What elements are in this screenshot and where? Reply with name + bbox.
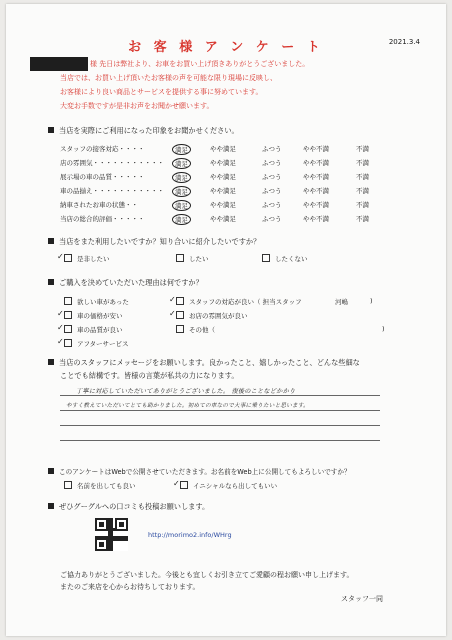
q3-option-low-price[interactable]: ✓車の価格が安い [64, 311, 123, 320]
rating-somewhat-dissatisfied[interactable]: やや不満 [303, 215, 329, 223]
signature: スタッフ一同 [341, 595, 383, 603]
rating-neutral[interactable]: ふつう [262, 187, 282, 195]
rating-neutral[interactable]: ふつう [262, 173, 282, 181]
q1-item-6: 当店の総合的評価・・・・・ [60, 215, 145, 223]
q3-option-after-service[interactable]: ✓アフターサービス [64, 339, 129, 348]
rating-dissatisfied[interactable]: 不満 [356, 159, 369, 167]
rating-dissatisfied[interactable]: 不満 [356, 173, 369, 181]
writing-line [60, 425, 380, 426]
closing-line-2: またのご来店を心からお待ちしております。 [60, 583, 200, 591]
rating-satisfied-selected[interactable]: 満足 [172, 144, 191, 155]
checkbox-checked-icon[interactable] [176, 297, 184, 305]
rating-somewhat-satisfied[interactable]: やや満足 [210, 159, 236, 167]
intro-line-1: 様 先日は弊社より、お車をお買い上げ頂きありがとうございました。 [90, 60, 310, 68]
q2-option-yes[interactable]: したい [176, 254, 209, 263]
checkbox-checked-icon[interactable] [64, 311, 72, 319]
writing-line [60, 395, 380, 396]
rating-somewhat-satisfied[interactable]: やや満足 [210, 145, 236, 153]
rating-somewhat-dissatisfied[interactable]: やや不満 [303, 201, 329, 209]
writing-line [60, 440, 380, 441]
rating-somewhat-dissatisfied[interactable]: やや不満 [303, 173, 329, 181]
survey-sheet [6, 4, 446, 636]
rating-somewhat-satisfied[interactable]: やや満足 [210, 173, 236, 181]
redacted-customer-name [30, 57, 88, 71]
square-bullet-icon [48, 238, 54, 244]
q1-item-4: 車の品揃え・・・・・・・・・・・ [60, 187, 164, 195]
rating-satisfied-selected[interactable]: 満足 [172, 186, 191, 197]
qr-code-icon[interactable] [95, 518, 128, 551]
rating-neutral[interactable]: ふつう [262, 145, 282, 153]
review-url-link[interactable]: http://morimo2.info/WHrg [148, 531, 232, 539]
checkbox-checked-icon[interactable] [180, 481, 188, 489]
handwritten-message-line-1: 丁寧に対応していただいてありがとうございました。 復後のことなどかかり [76, 388, 296, 395]
q3-option-good-atmosphere[interactable]: ✓お店の雰囲気が良い [176, 311, 248, 320]
q2-heading: 当店をまた利用したいですか？知り合いに紹介したいですか？ [48, 237, 260, 247]
writing-line [60, 410, 380, 411]
checkbox-icon[interactable] [64, 481, 72, 489]
rating-somewhat-dissatisfied[interactable]: やや不満 [303, 145, 329, 153]
checkbox-checked-icon[interactable] [176, 311, 184, 319]
q5-option-initials[interactable]: ✓ イニシャルなら出してもいい [180, 481, 277, 490]
q1-item-3: 展示場の車の品質・・・・・ [60, 173, 145, 181]
rating-somewhat-satisfied[interactable]: やや満足 [210, 187, 236, 195]
survey-date: 2021.3.4 [388, 38, 420, 46]
checkbox-checked-icon[interactable] [64, 325, 72, 333]
other-close-paren: ) [382, 325, 385, 333]
q1-item-1: スタッフの接客対応・・・・ [60, 145, 145, 153]
rating-somewhat-dissatisfied[interactable]: やや不満 [303, 187, 329, 195]
q6-heading: ぜひグーグルへの口コミも投稿お願いします。 [48, 502, 209, 512]
rating-somewhat-dissatisfied[interactable]: やや不満 [303, 159, 329, 167]
rating-neutral[interactable]: ふつう [262, 201, 282, 209]
rating-neutral[interactable]: ふつう [262, 159, 282, 167]
q1-heading: 当店を実際にご利用になった印象をお聞かせください。 [48, 126, 239, 136]
checkbox-icon[interactable] [176, 254, 184, 262]
q4-heading: 当店のスタッフにメッセージをお願いします。良かったこと、嬉しかったこと、どんな些細な [48, 358, 360, 368]
rating-somewhat-satisfied[interactable]: やや満足 [210, 215, 236, 223]
intro-line-4: 大変お手数ですが是非お声をお聞かせ願います。 [60, 102, 214, 110]
checkbox-icon[interactable] [64, 297, 72, 305]
staff-close-paren: ) [370, 297, 373, 305]
rating-neutral[interactable]: ふつう [262, 215, 282, 223]
q1-item-5: 納車されたお車の状態・・ [60, 201, 138, 209]
square-bullet-icon [48, 503, 54, 509]
rating-dissatisfied[interactable]: 不満 [356, 215, 369, 223]
q5-option-full-name[interactable]: 名前を出しても良い [64, 481, 136, 490]
q3-heading: ご購入を決めていただいた理由は何ですか？ [48, 278, 203, 288]
rating-satisfied-selected[interactable]: 満足 [172, 200, 191, 211]
checkbox-checked-icon[interactable] [64, 254, 72, 262]
square-bullet-icon [48, 127, 54, 133]
closing-line-1: ご協力ありがとうございました。今後とも宜しくお引き立てご愛顧の程お願い申し上げます。 [60, 571, 354, 579]
q3-option-wanted-car[interactable]: 欲しい車があった [64, 297, 129, 306]
intro-line-3: お客様により良い商品とサービスを提供する事に努めています。 [60, 88, 263, 96]
rating-dissatisfied[interactable]: 不満 [356, 187, 369, 195]
square-bullet-icon [48, 468, 54, 474]
page-title: お 客 様 ア ン ケ ー ト [128, 40, 324, 55]
q5-heading: このアンケートはWebで公開させていただきます。お名前をWeb上に公開してもよろしいですか？ [48, 466, 351, 476]
rating-dissatisfied[interactable]: 不満 [356, 145, 369, 153]
q3-option-good-staff[interactable]: ✓スタッフの対応が良い（ 担当スタッフ [176, 297, 302, 306]
checkbox-icon[interactable] [262, 254, 270, 262]
intro-line-2: 当店では、お買い上げ頂いたお客様の声を可能な限り現場に反映し、 [60, 74, 277, 82]
checkbox-checked-icon[interactable] [64, 339, 72, 347]
rating-dissatisfied[interactable]: 不満 [356, 201, 369, 209]
rating-somewhat-satisfied[interactable]: やや満足 [210, 201, 236, 209]
rating-satisfied-selected[interactable]: 満足 [172, 158, 191, 169]
q4-heading-line-2: ことでも結構です。皆様の言葉が私共の力になります。 [60, 371, 239, 380]
rating-satisfied-selected[interactable]: 満足 [172, 172, 191, 183]
staff-name: 河嶋 [335, 298, 348, 306]
square-bullet-icon [48, 279, 54, 285]
square-bullet-icon [48, 359, 54, 365]
q1-item-2: 店の雰囲気・・・・・・・・・・・ [60, 159, 164, 167]
q2-option-no[interactable]: したくない [262, 254, 308, 263]
handwritten-message-line-2: やすく教えていただいてとても助かりました。初めての車なので大事に乗りたいと思います。 [66, 403, 309, 409]
rating-satisfied-selected[interactable]: 満足 [172, 214, 191, 225]
checkbox-icon[interactable] [176, 325, 184, 333]
q3-option-good-quality[interactable]: ✓車の品質が良い [64, 325, 123, 334]
q3-option-other[interactable]: その他（ [176, 325, 215, 334]
q2-option-definitely[interactable]: ✓是非したい [64, 254, 110, 263]
